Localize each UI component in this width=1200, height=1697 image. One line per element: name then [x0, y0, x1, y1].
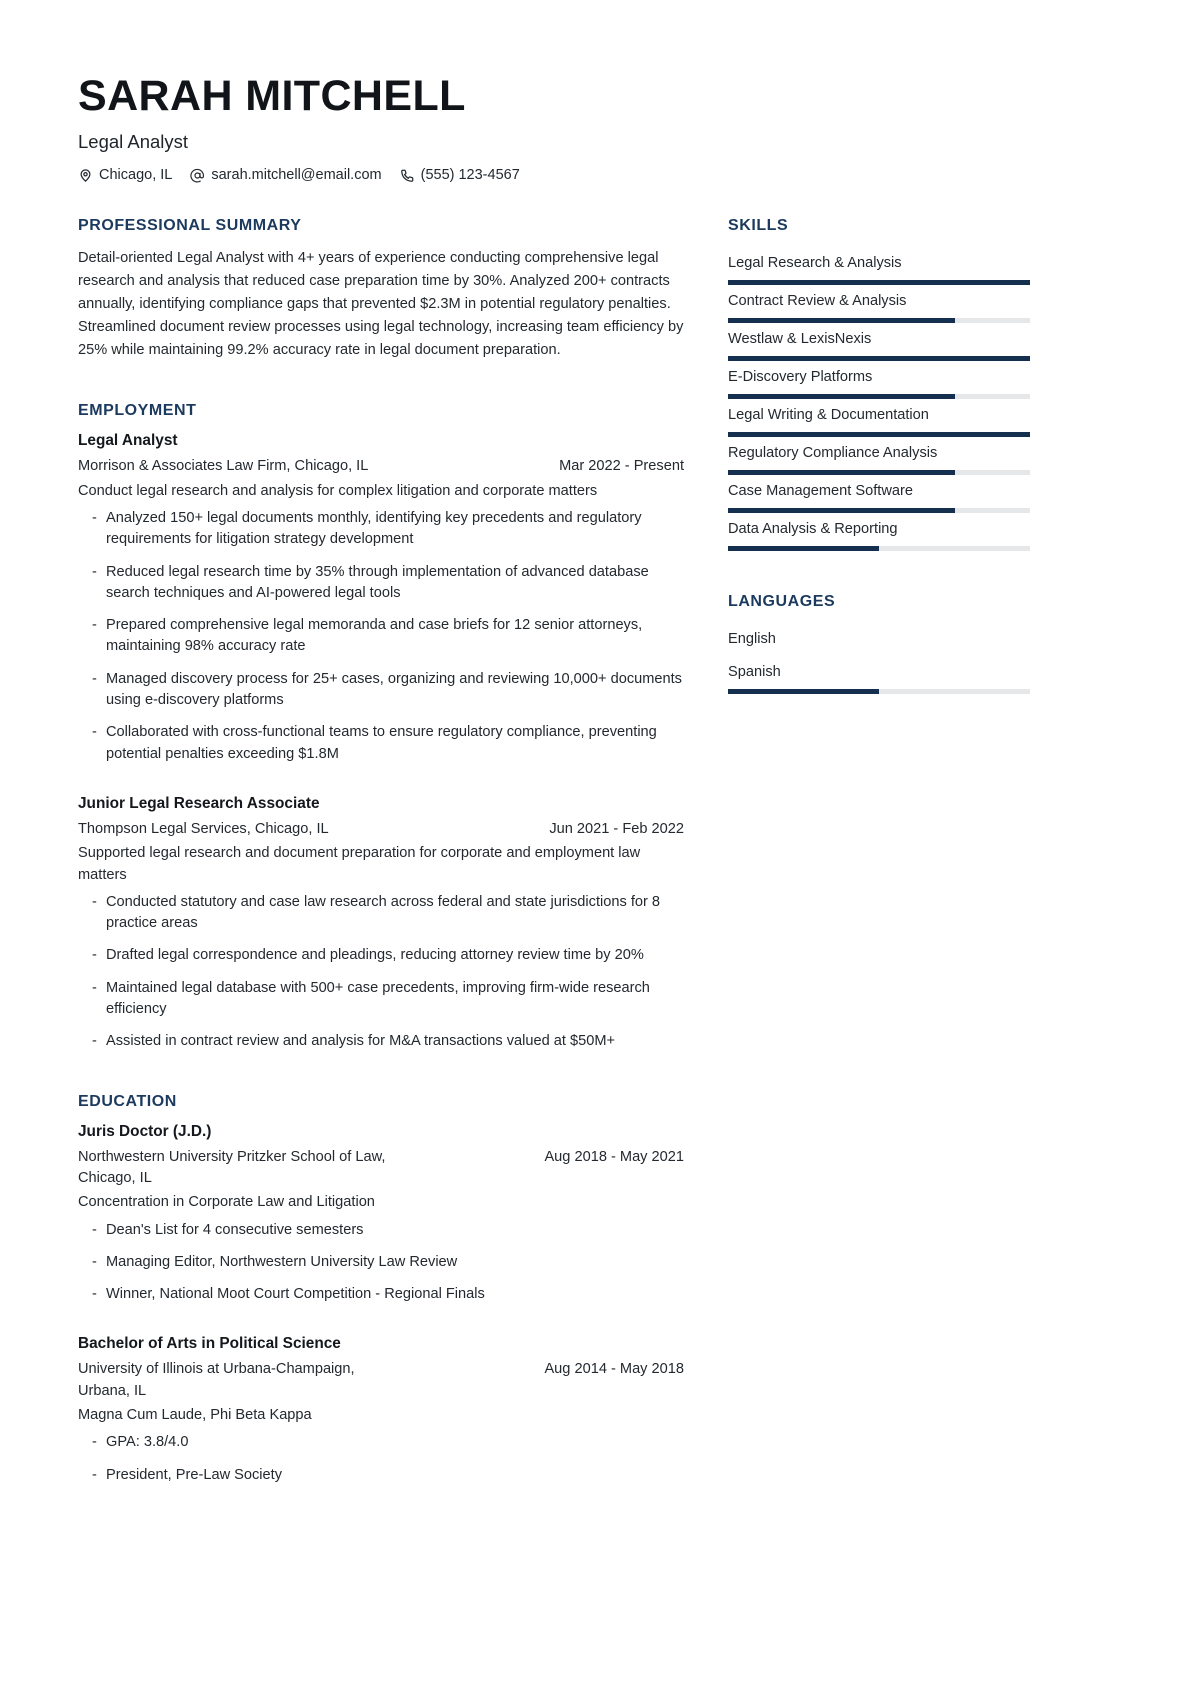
list-item: - President, Pre-Law Society [78, 1465, 684, 1486]
skill-label: E-Discovery Platforms [728, 369, 873, 386]
list-item: - Prepared comprehensive legal memoranda and case briefs for 12 senior attorneys, maintaining 98% accuracy rate [78, 615, 684, 658]
skill-item [728, 285, 1030, 323]
education-degree: Bachelor of Arts in Political Science [78, 1335, 341, 1353]
education-degree: Juris Doctor (J.D.) [78, 1122, 212, 1140]
education-description: Concentration in Corporate Law and Litigation [78, 1194, 375, 1211]
skill-level-bar [728, 432, 1030, 437]
skill-level-bar [728, 546, 1030, 551]
education-meta [78, 1147, 684, 1190]
employment-job-title: Junior Legal Research Associate [78, 794, 320, 812]
skill-level-fill [728, 432, 1030, 437]
employment-entry [78, 795, 684, 1053]
skill-level-bar [728, 280, 1030, 285]
resume-body [78, 217, 1122, 1520]
skill-level-bar [728, 508, 1030, 513]
list-item: - Managing Editor, Northwestern University Law Review [78, 1252, 684, 1273]
employment-organization: Thompson Legal Services, Chicago, IL [78, 820, 329, 837]
skill-item [728, 399, 1030, 437]
contact-row [78, 167, 1122, 183]
list-item: - Conducted statutory and case law research across federal and state jurisdictions for 8 practice areas [78, 892, 684, 935]
skill-level-fill [728, 318, 955, 323]
contact-location [78, 167, 172, 183]
employment-date-range: Mar 2022 - Present [559, 458, 684, 475]
skill-level-fill [728, 470, 955, 475]
summary-text: Detail-oriented Legal Analyst with 4+ years of experience conducting comprehensive legal research and analysis that reduced case preparation time by 30%. Analyzed 200+ contracts annually, identifying compliance gaps that prevented $2.3M in potential regulatory penalties. Streamlined document review processes using legal technology, increasing team efficiency by 25% while maintaining 99.2% accuracy rate in legal document preparation. [78, 250, 684, 359]
skill-item [728, 513, 1030, 551]
section-professional-summary [78, 217, 684, 362]
education-institution: University of Illinois at Urbana-Champaign, Urbana, IL [78, 1361, 355, 1399]
phone-icon [400, 168, 415, 183]
contact-email-text: sarah.mitchell@email.com [211, 167, 382, 184]
education-meta [78, 1359, 684, 1402]
skill-label: Contract Review & Analysis [728, 293, 907, 310]
skill-level-bar [728, 318, 1030, 323]
skill-item [728, 437, 1030, 475]
skill-item [728, 247, 1030, 285]
at-email-icon [190, 168, 205, 183]
employment-bullet-list [78, 892, 684, 1053]
employment-meta [78, 456, 684, 477]
education-description: Magna Cum Laude, Phi Beta Kappa [78, 1407, 312, 1423]
contact-phone-text: (555) 123-4567 [420, 167, 520, 184]
skill-level-fill [728, 508, 955, 513]
section-languages [728, 593, 1030, 694]
candidate-job-title: Legal Analyst [78, 131, 189, 153]
language-level-fill [728, 689, 879, 694]
skill-label: Legal Writing & Documentation [728, 407, 929, 424]
skill-item [728, 475, 1030, 513]
candidate-name: SARAH MITCHELL [78, 72, 466, 120]
section-heading-languages: LANGUAGES [728, 593, 836, 611]
skill-level-bar [728, 356, 1030, 361]
skill-label: Data Analysis & Reporting [728, 521, 898, 538]
skill-level-fill [728, 356, 1030, 361]
employment-bullet-list [78, 508, 684, 765]
skill-level-bar [728, 470, 1030, 475]
list-item: - Drafted legal correspondence and pleadings, reducing attorney review time by 20% [78, 945, 684, 966]
section-education [78, 1093, 684, 1486]
list-item: - Collaborated with cross-functional teams to ensure regulatory compliance, preventing potential penalties exceeding $1.8M [78, 722, 684, 765]
list-item: - Reduced legal research time by 35% through implementation of advanced database search techniques and AI-powered legal tools [78, 562, 684, 605]
language-item [728, 656, 1030, 694]
section-employment [78, 402, 684, 1052]
skill-item [728, 323, 1030, 361]
skill-label: Westlaw & LexisNexis [728, 331, 872, 348]
contact-location-text: Chicago, IL [99, 167, 173, 184]
skill-level-bar [728, 394, 1030, 399]
list-item: - Maintained legal database with 500+ case precedents, improving firm-wide research efficiency [78, 978, 684, 1021]
education-entry [78, 1123, 684, 1306]
education-date-range: Aug 2018 - May 2021 [544, 1148, 684, 1165]
employment-date-range: Jun 2021 - Feb 2022 [549, 820, 684, 837]
skill-label: Regulatory Compliance Analysis [728, 445, 938, 462]
sidebar-column [728, 217, 1030, 728]
skill-level-fill [728, 280, 1030, 285]
language-item [728, 623, 1030, 656]
skill-label: Case Management Software [728, 483, 913, 500]
main-column [78, 217, 684, 1520]
education-bullet-list [78, 1432, 684, 1486]
employment-entry [78, 432, 684, 765]
skill-level-fill [728, 394, 955, 399]
section-heading-employment: EMPLOYMENT [78, 402, 197, 420]
skill-item [728, 361, 1030, 399]
section-heading-education: EDUCATION [78, 1092, 177, 1110]
employment-description: Supported legal research and document preparation for corporate and employment law matters [78, 845, 641, 883]
location-pin-icon [78, 168, 93, 183]
list-item: - Assisted in contract review and analysis for M&A transactions valued at $50M+ [78, 1031, 684, 1052]
education-bullet-list [78, 1220, 684, 1306]
skill-level-fill [728, 546, 879, 551]
resume-header [78, 72, 1122, 183]
language-label: English [728, 631, 776, 648]
employment-job-title: Legal Analyst [78, 432, 178, 450]
list-item: - Dean's List for 4 consecutive semesters [78, 1220, 684, 1241]
employment-description: Conduct legal research and analysis for complex litigation and corporate matters [78, 482, 598, 499]
section-skills [728, 217, 1030, 551]
education-entry [78, 1335, 684, 1485]
list-item: - Managed discovery process for 25+ cases, organizing and reviewing 10,000+ documents using e-discovery platforms [78, 669, 684, 712]
list-item: - Analyzed 150+ legal documents monthly, identifying key precedents and regulatory requirements for litigation strategy development [78, 508, 684, 551]
contact-phone [400, 167, 520, 183]
list-item: - Winner, National Moot Court Competition - Regional Finals [78, 1284, 684, 1305]
list-item: - GPA: 3.8/4.0 [78, 1432, 684, 1453]
employment-meta [78, 819, 684, 840]
contact-email [190, 167, 381, 183]
skill-label: Legal Research & Analysis [728, 255, 902, 272]
education-date-range: Aug 2014 - May 2018 [544, 1361, 684, 1378]
employment-organization: Morrison & Associates Law Firm, Chicago, IL [78, 458, 369, 475]
language-label: Spanish [728, 664, 781, 681]
section-heading-skills: SKILLS [728, 217, 789, 235]
section-heading-summary: PROFESSIONAL SUMMARY [78, 217, 302, 235]
language-level-bar [728, 689, 1030, 694]
education-institution: Northwestern University Pritzker School of Law, Chicago, IL [78, 1148, 386, 1186]
